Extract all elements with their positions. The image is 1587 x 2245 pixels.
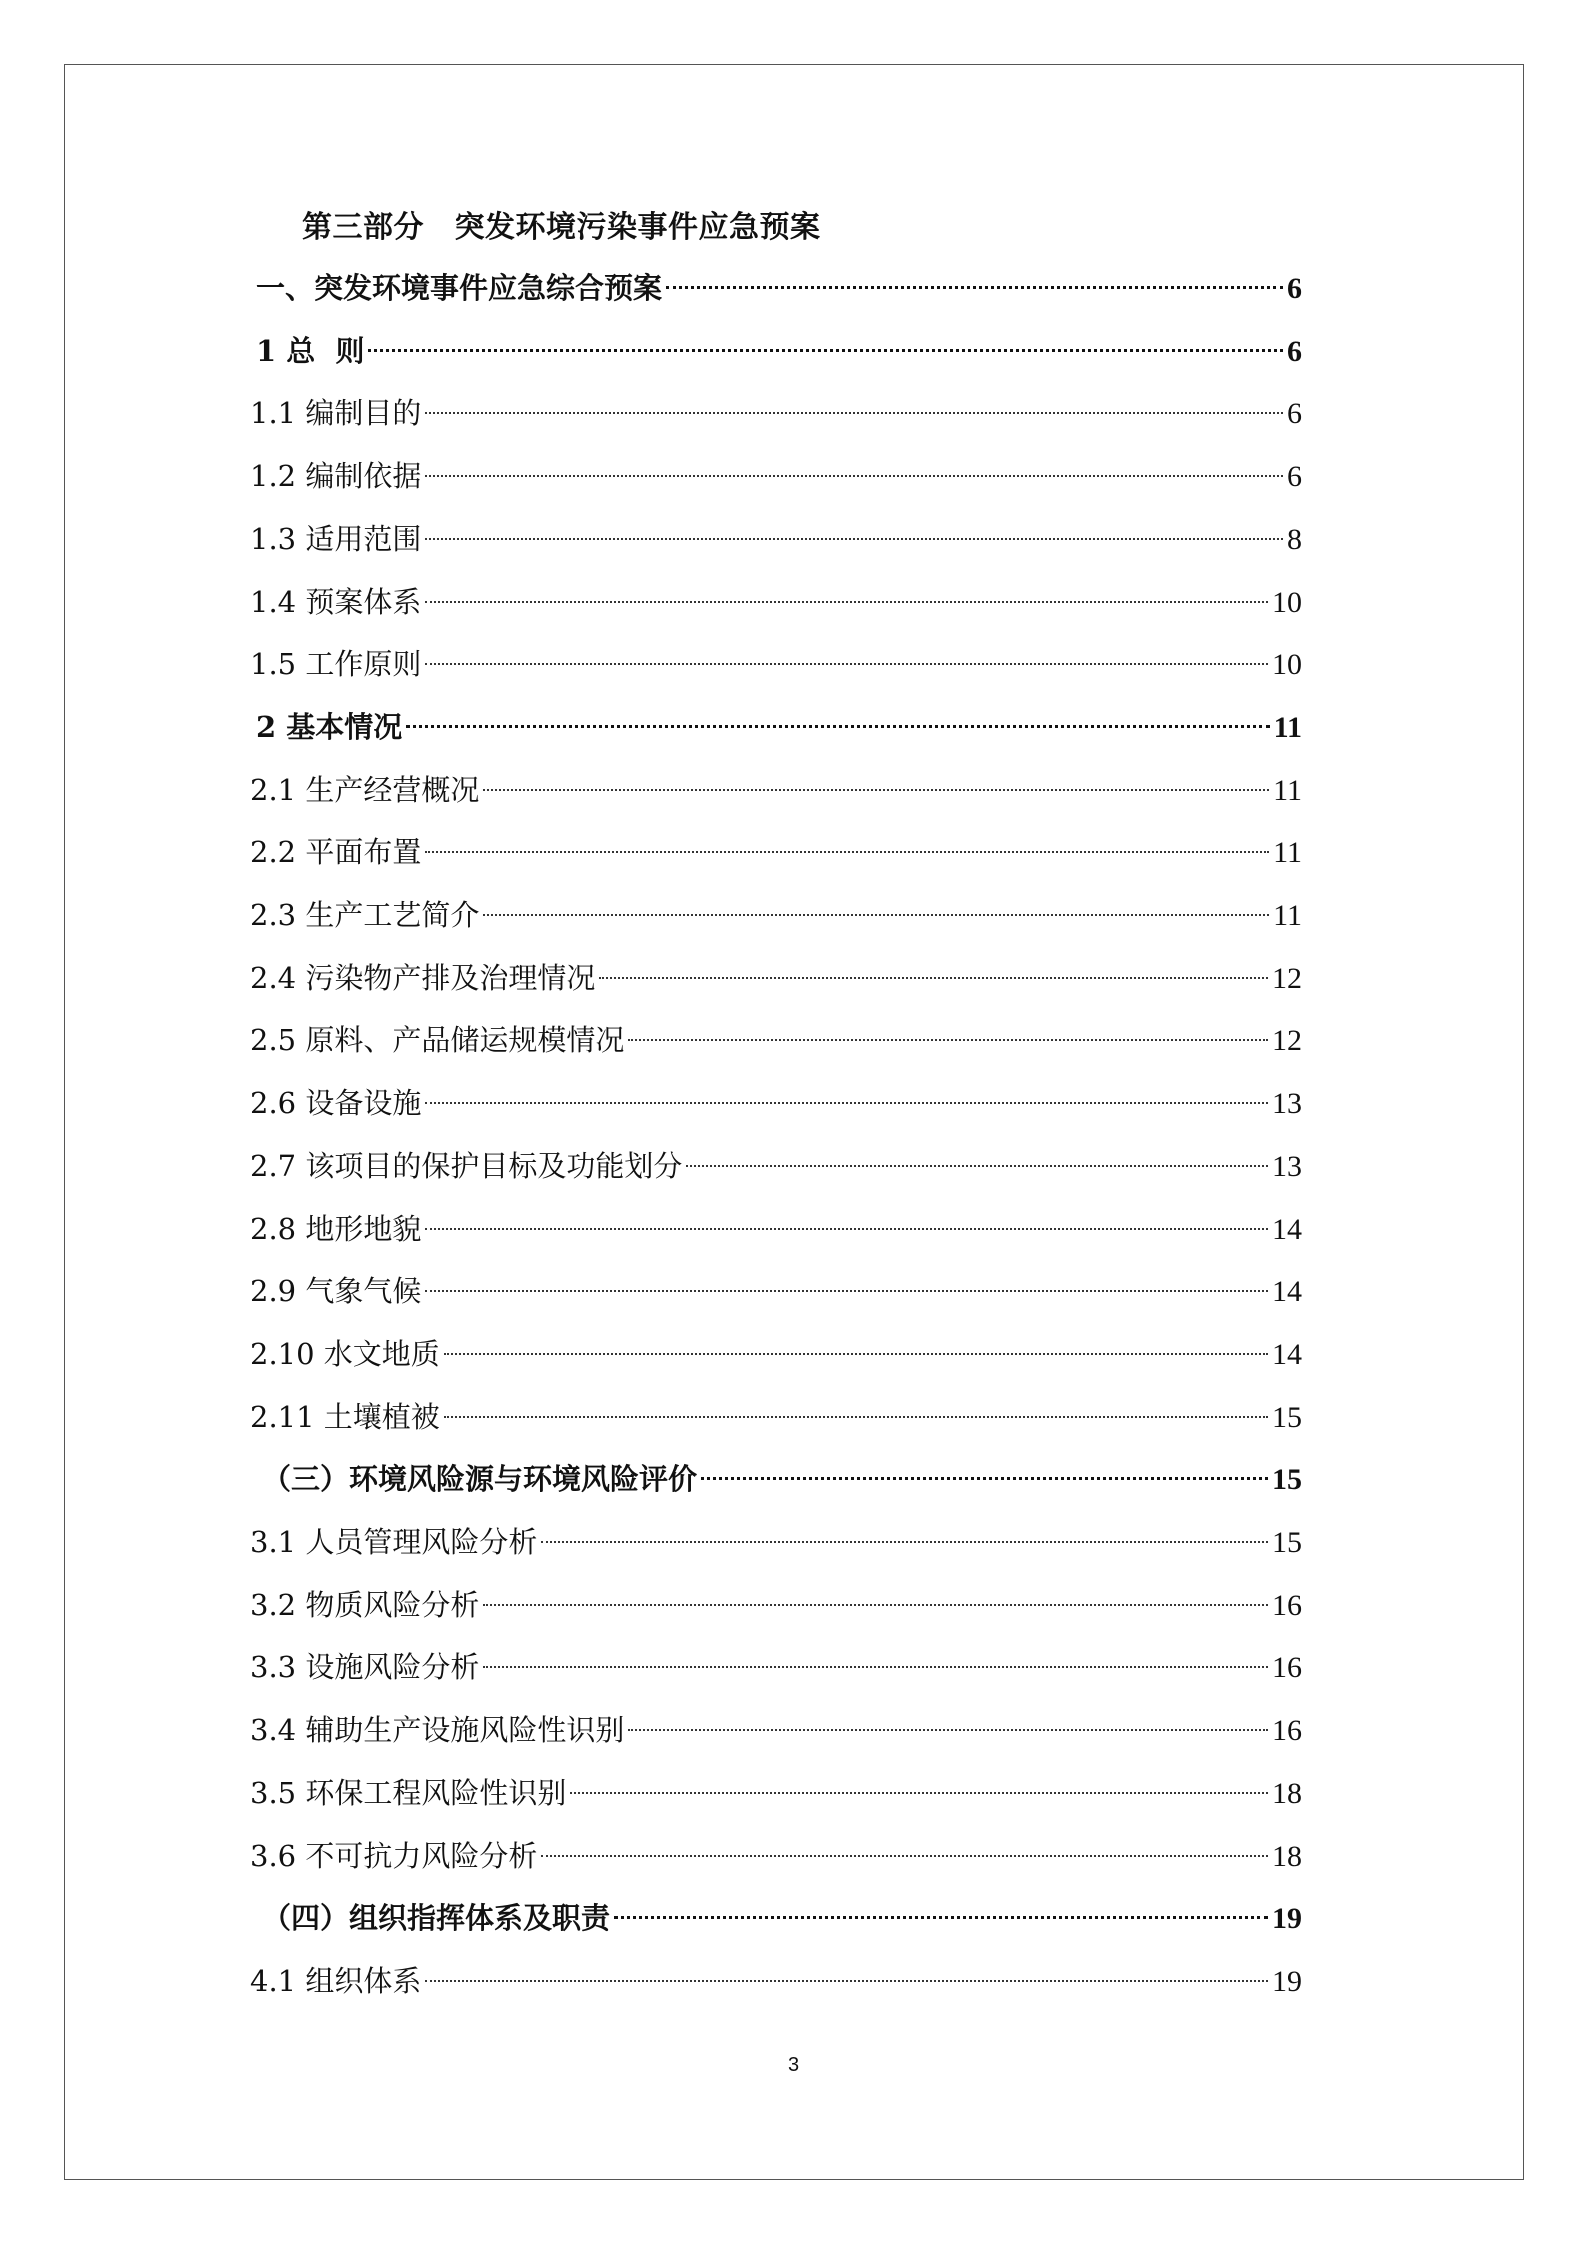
- toc-entry-title: 2 基本情况: [256, 710, 403, 744]
- toc-dot-leader: [701, 1477, 1268, 1480]
- toc-entry-page: 16: [1272, 1651, 1302, 1684]
- toc-entry-title: 2.10 水文地质: [250, 1337, 440, 1371]
- toc-entry-title: 2.5 原料、产品储运规模情况: [250, 1023, 625, 1057]
- toc-dot-leader: [666, 286, 1283, 289]
- toc-entry-title: 1.1 编制目的: [250, 396, 422, 430]
- toc-dot-leader: [444, 1416, 1268, 1418]
- toc-entry-title: 4.1 组织体系: [250, 1964, 422, 1998]
- toc-entry[interactable]: [250, 1397, 1302, 1437]
- toc-dot-leader: [541, 1855, 1268, 1857]
- toc-entry-page: 13: [1272, 1087, 1302, 1120]
- toc-dot-leader: [483, 1604, 1268, 1606]
- toc-entry-page: 11: [1273, 774, 1302, 807]
- toc-entry-title: 1.4 预案体系: [250, 585, 422, 619]
- toc-entry-title: 1.2 编制依据: [250, 459, 422, 493]
- toc-entry[interactable]: [250, 1146, 1302, 1186]
- toc-entry[interactable]: [250, 1647, 1302, 1687]
- toc-entry-title: 2.3 生产工艺简介: [250, 898, 480, 932]
- toc-entry[interactable]: [250, 832, 1302, 872]
- toc-entry[interactable]: [250, 1961, 1302, 2001]
- toc-entry-page: 14: [1272, 1338, 1302, 1371]
- toc-dot-leader: [483, 1666, 1268, 1668]
- toc-entry-title: 3.3 设施风险分析: [250, 1650, 480, 1684]
- toc-entry[interactable]: [250, 1836, 1302, 1876]
- toc-entry-page: 15: [1272, 1526, 1302, 1559]
- toc-entry-page: 16: [1272, 1589, 1302, 1622]
- toc-entry-title: 1.3 适用范围: [250, 522, 422, 556]
- toc-dot-leader: [425, 412, 1283, 414]
- toc-entry-page: 6: [1287, 460, 1302, 493]
- toc-entry[interactable]: [256, 268, 1302, 308]
- toc-entry[interactable]: [250, 644, 1302, 684]
- toc-entry-page: 19: [1272, 1902, 1302, 1935]
- toc-entry[interactable]: [250, 1334, 1302, 1374]
- toc-entry[interactable]: [262, 1459, 1302, 1499]
- toc-entry-page: 6: [1287, 397, 1302, 430]
- toc-entry[interactable]: [250, 1585, 1302, 1625]
- toc-entry-page: 10: [1272, 586, 1302, 619]
- toc-dot-leader: [368, 349, 1283, 352]
- toc-entry[interactable]: [262, 1898, 1302, 1938]
- toc-entry-title: 2.6 设备设施: [250, 1086, 422, 1120]
- toc-entry-title: 2.8 地形地貌: [250, 1212, 422, 1246]
- toc-entry[interactable]: [250, 770, 1302, 810]
- toc-entry-page: 6: [1287, 335, 1302, 368]
- toc-dot-leader: [541, 1541, 1268, 1543]
- toc-entry-title: 3.4 辅助生产设施风险性识别: [250, 1713, 625, 1747]
- toc-entry[interactable]: [250, 1710, 1302, 1750]
- toc-entry-page: 18: [1272, 1840, 1302, 1873]
- toc-entry[interactable]: [250, 895, 1302, 935]
- toc-entry-title: 2.11 土壤植被: [250, 1400, 440, 1434]
- section-heading: 第三部分 突发环境污染事件应急预案: [302, 210, 821, 245]
- toc-entry-page: 19: [1272, 1965, 1302, 1998]
- toc-entry[interactable]: [250, 1522, 1302, 1562]
- toc-entry[interactable]: [250, 1020, 1302, 1060]
- toc-dot-leader: [425, 1290, 1268, 1292]
- toc-dot-leader: [483, 789, 1269, 791]
- toc-entry-title: 2.2 平面布置: [250, 835, 422, 869]
- toc-entry-page: 11: [1273, 899, 1302, 932]
- toc-entry-page: 16: [1272, 1714, 1302, 1747]
- toc-dot-leader: [483, 914, 1269, 916]
- toc-entry[interactable]: [250, 1083, 1302, 1123]
- toc-entry-page: 8: [1287, 523, 1302, 556]
- toc-dot-leader: [425, 1228, 1268, 1230]
- toc-entry-page: 15: [1272, 1401, 1302, 1434]
- toc-entry-title: 2.4 污染物产排及治理情况: [250, 961, 596, 995]
- toc-entry-title: 2.1 生产经营概况: [250, 773, 480, 807]
- toc-entry[interactable]: [256, 707, 1302, 747]
- toc-dot-leader: [425, 1102, 1268, 1104]
- toc-entry[interactable]: [250, 1209, 1302, 1249]
- toc-entry-page: 14: [1272, 1213, 1302, 1246]
- toc-entry-page: 11: [1273, 711, 1302, 744]
- toc-dot-leader: [406, 725, 1269, 728]
- toc-entry-title: （四）组织指挥体系及职责: [262, 1901, 611, 1935]
- toc-entry[interactable]: [250, 582, 1302, 622]
- toc-dot-leader: [425, 663, 1268, 665]
- toc-entry-page: 18: [1272, 1777, 1302, 1810]
- toc-dot-leader: [628, 1729, 1268, 1731]
- toc-dot-leader: [425, 475, 1283, 477]
- toc-entry-title: 2.9 气象气候: [250, 1274, 422, 1308]
- page-number: 3: [787, 2054, 800, 2076]
- toc-entry-page: 14: [1272, 1275, 1302, 1308]
- toc-dot-leader: [570, 1792, 1268, 1794]
- toc-entry[interactable]: [250, 393, 1302, 433]
- toc-entry-page: 12: [1272, 1024, 1302, 1057]
- toc-entry-title: 一、突发环境事件应急综合预案: [256, 271, 663, 305]
- toc-dot-leader: [444, 1353, 1268, 1355]
- toc-entry-title: 3.1 人员管理风险分析: [250, 1525, 538, 1559]
- toc-dot-leader: [425, 1980, 1268, 1982]
- toc-entry[interactable]: [250, 1773, 1302, 1813]
- toc-entry-page: 11: [1273, 836, 1302, 869]
- toc-entry-title: 1 总 则: [256, 334, 365, 368]
- toc-entry-page: 6: [1287, 272, 1302, 305]
- toc-entry-title: 2.7 该项目的保护目标及功能划分: [250, 1149, 683, 1183]
- toc-entry-title: 3.5 环保工程风险性识别: [250, 1776, 567, 1810]
- toc-entry[interactable]: [250, 1271, 1302, 1311]
- toc-entry-page: 15: [1272, 1463, 1302, 1496]
- toc-entry[interactable]: [250, 456, 1302, 496]
- toc-entry-title: 3.6 不可抗力风险分析: [250, 1839, 538, 1873]
- toc-entry[interactable]: [250, 958, 1302, 998]
- toc-entry-page: 13: [1272, 1150, 1302, 1183]
- toc-entry-page: 10: [1272, 648, 1302, 681]
- toc-entry-page: 12: [1272, 962, 1302, 995]
- toc-dot-leader: [425, 601, 1268, 603]
- toc-entry-title: （三）环境风险源与环境风险评价: [262, 1462, 698, 1496]
- toc-dot-leader: [686, 1165, 1268, 1167]
- toc-dot-leader: [614, 1916, 1268, 1919]
- toc-dot-leader: [628, 1039, 1268, 1041]
- toc-dot-leader: [425, 538, 1283, 540]
- toc-entry-title: 1.5 工作原则: [250, 647, 422, 681]
- toc-entry[interactable]: [256, 331, 1302, 371]
- toc-dot-leader: [599, 977, 1268, 979]
- toc-entry[interactable]: [250, 519, 1302, 559]
- toc-entry-title: 3.2 物质风险分析: [250, 1588, 480, 1622]
- toc-dot-leader: [425, 851, 1269, 853]
